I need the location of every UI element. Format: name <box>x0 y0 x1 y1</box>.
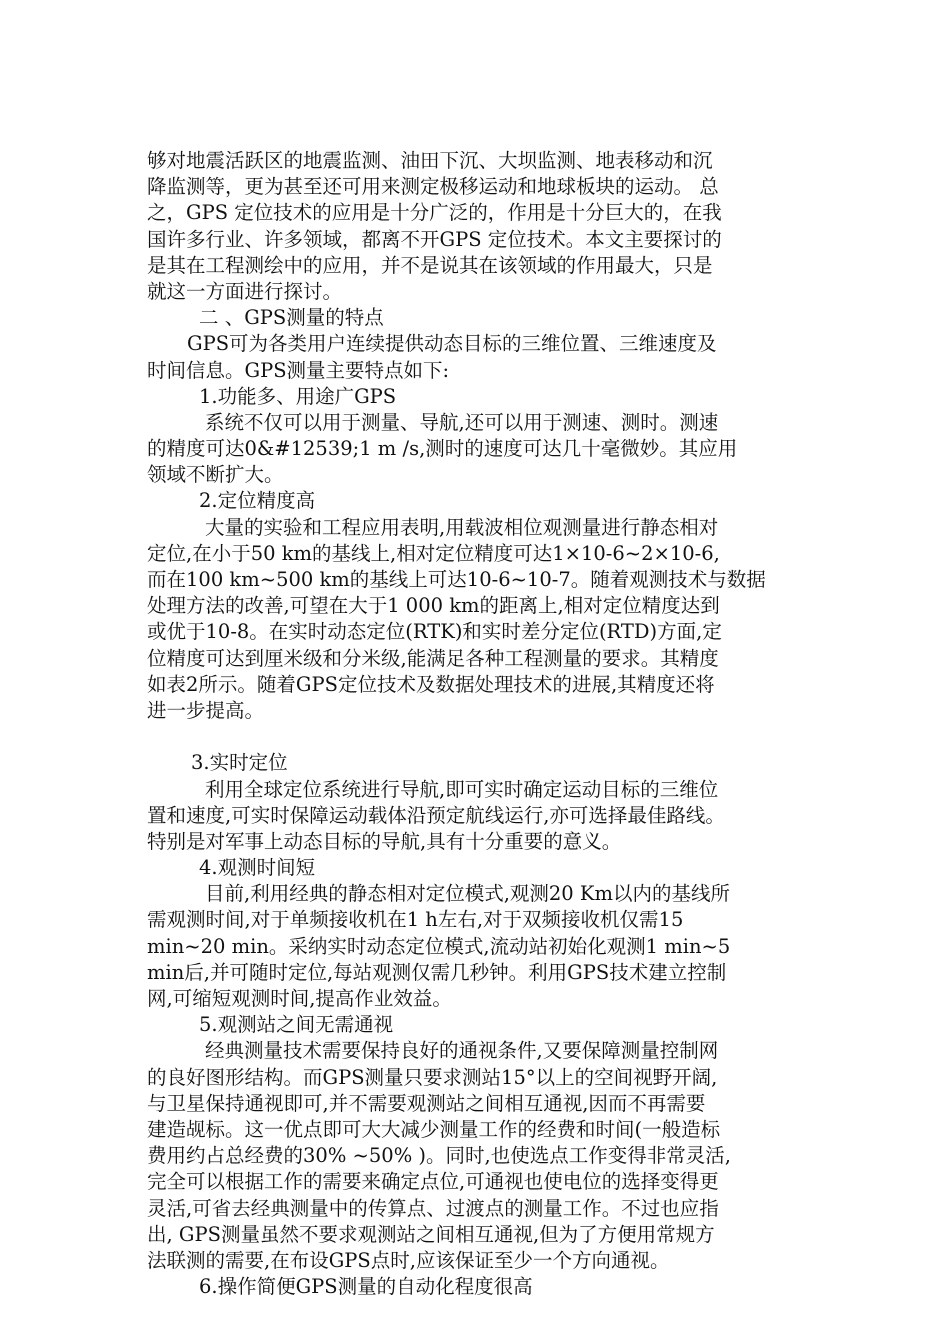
text-line: 完全可以根据工作的需要来确定点位,可通视也使电位的选择变得更 <box>147 1170 719 1194</box>
text-line: 网,可缩短观测时间,提高作业效益。 <box>147 987 452 1010</box>
text-line: 法联测的需要,在布设GPS点时,应该保证至少一个方向通视。 <box>147 1248 670 1272</box>
text-line: 是其在工程测绘中的应用，并不是说其在该领域的作用最大，只是 <box>147 253 713 277</box>
text-line: 降监测等，更为甚至还可用来测定极移运动和地球板块的运动。 总 <box>147 175 719 199</box>
text-line: 领域不断扩大。 <box>147 463 284 487</box>
subsection-heading: 4.观测时间短 <box>199 856 316 880</box>
subsection-heading: 2.定位精度高 <box>199 489 316 513</box>
text-line: 特别是对军事上动态目标的导航,具有十分重要的意义。 <box>147 829 622 853</box>
text-line: 的精度可达0&#12539;1 m /s,测时的速度可达几十毫微妙。其应用 <box>147 437 738 461</box>
text-line: GPS可为各类用户连续提供动态目标的三维位置、三维速度及 <box>187 332 717 356</box>
text-line: 建造觇标。这一优点即可大大减少测量工作的经费和时间(一般造标 <box>147 1117 721 1141</box>
text-line: 费用约占总经费的30% ~50% )。同时,也使选点工作变得非常灵活, <box>147 1144 731 1168</box>
text-line: 位精度可达到厘米级和分米级,能满足各种工程测量的要求。其精度 <box>147 646 719 670</box>
text-line: 需观测时间,对于单频接收机在1 h左右,对于双频接收机仅需15 <box>147 908 684 932</box>
text-line: 经典测量技术需要保持良好的通视条件,又要保障测量控制网 <box>205 1039 719 1063</box>
text-line: 置和速度,可实时保障运动载体沿预定航线运行,亦可选择最佳路线。 <box>147 803 725 827</box>
text-line: 就这一方面进行探讨。 <box>147 279 343 303</box>
text-line: 时间信息。GPS测量主要特点如下: <box>147 358 450 382</box>
text-line: 够对地震活跃区的地震监测、油田下沉、大坝监测、地表移动和沉 <box>147 149 713 172</box>
text-line: 的良好图形结构。而GPS测量只要求测站15°以上的空间视野开阔, <box>147 1065 718 1089</box>
text-line: 与卫星保持通视即可,并不需要观测站之间相互通视,因而不再需要 <box>147 1091 706 1115</box>
text-line: 进一步提高。 <box>147 698 265 722</box>
blank-line <box>147 724 807 750</box>
text-line: 而在100 km~500 km的基线上可达10-6~10-7。随着观测技术与数据 <box>147 568 766 591</box>
text-line: 出, GPS测量虽然不要求观测站之间相互通视,但为了方便用常规方 <box>147 1222 715 1246</box>
text-line: 目前,利用经典的静态相对定位模式,观测20 Km以内的基线所 <box>205 882 730 906</box>
text-line: 大量的实验和工程应用表明,用载波相位观测量进行静态相对 <box>205 515 719 539</box>
text-line: 灵活,可省去经典测量中的传算点、过渡点的测量工作。不过也应指 <box>147 1196 719 1220</box>
text-line: 定位,在小于50 km的基线上,相对定位精度可达1×10-6~2×10-6, <box>147 541 720 565</box>
text-line: 国许多行业、许多领域，都离不开GPS 定位技术。本文主要探讨的 <box>147 227 722 251</box>
text-line: 如表2所示。随着GPS定位技术及数据处理技术的进展,其精度还将 <box>147 672 715 696</box>
section-heading: 二 、GPS测量的特点 <box>199 306 384 330</box>
subsection-heading: 5.观测站之间无需通视 <box>199 1013 394 1037</box>
text-line: 利用全球定位系统进行导航,即可实时确定运动目标的三维位 <box>205 777 719 801</box>
text-line: 或优于10-8。在实时动态定位(RTK)和实时差分定位(RTD)方面,定 <box>147 620 722 644</box>
text-line: 系统不仅可以用于测量、导航,还可以用于测速、测时。测速 <box>205 410 719 434</box>
text-line: min后,并可随时定位,每站观测仅需几秒钟。利用GPS技术建立控制 <box>147 960 727 984</box>
subsection-heading: 6.操作简便GPS测量的自动化程度很高 <box>199 1275 533 1299</box>
subsection-heading: 1.功能多、用途广GPS <box>199 384 397 408</box>
subsection-heading: 3.实时定位 <box>191 751 288 775</box>
text-line: min~20 min。采纳实时动态定位模式,流动站初始化观测1 min~5 <box>147 934 731 958</box>
text-line: 之，GPS 定位技术的应用是十分广泛的，作用是十分巨大的，在我 <box>147 201 722 225</box>
document-body <box>147 148 807 1300</box>
text-line: 处理方法的改善,可望在大于1 000 km的距离上,相对定位精度达到 <box>147 594 720 618</box>
